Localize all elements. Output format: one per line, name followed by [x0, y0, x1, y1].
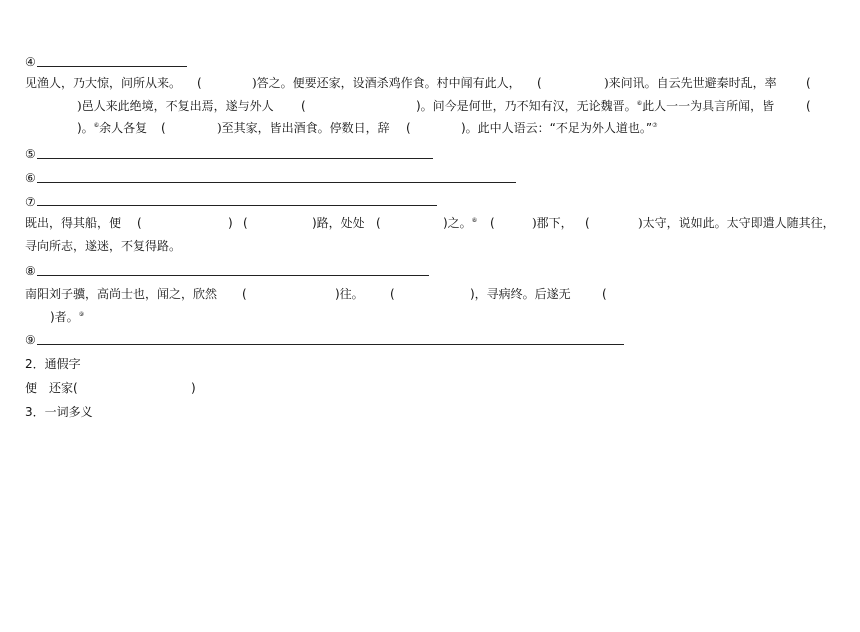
passage-line-1-text-e: )来问讯。自云先世避秦时乱，率 [604, 76, 777, 90]
passage-line-3-text-a: )。⑥余人各复 [77, 121, 148, 135]
answer-line-4[interactable] [37, 66, 187, 67]
blank-open-paren: ( [301, 99, 306, 113]
blank-open-paren: ( [161, 121, 166, 135]
blank-close-paren: ) [191, 381, 196, 395]
passage-line-4-text-g: )之。⑧ [443, 216, 478, 230]
question-number-8: ⑧ [25, 264, 36, 278]
answer-line-6[interactable] [37, 182, 516, 183]
passage-line-3-text-d: )至其家，皆出酒食。停数日，辞 [217, 121, 390, 135]
blank-open-paren: ( [806, 76, 811, 90]
passage-line-6-text-a: 南阳刘子骥，高尚士也，闻之，欣然 [25, 287, 218, 301]
footnote-marker: ⑨ [78, 311, 85, 318]
blank-open-paren: ( [406, 121, 411, 135]
tongjiazi-item: 便 还家( [25, 381, 78, 395]
question-number-5: ⑤ [25, 147, 36, 161]
footnote-marker: ⑥ [636, 100, 643, 107]
footnote-marker: ⑦ [652, 122, 658, 129]
blank-open-paren: ( [390, 287, 395, 301]
question-number-9: ⑨ [25, 333, 36, 347]
footnote-marker: ⑥ [93, 122, 100, 129]
passage-line-2-text-c: )。问今是何世，乃不知有汉，无论魏晋。⑥此人一一为具言所闻，皆 [416, 99, 775, 113]
footnote-marker: ⑧ [471, 217, 478, 224]
blank-close-paren: ) [228, 216, 233, 230]
passage-line-6-text-e: )，寻病终。后遂无 [470, 287, 571, 301]
blank-open-paren: ( [585, 216, 590, 230]
passage-line-3-text-f: )。此中人语云：“不足为外人道也。”⑦ [461, 121, 658, 135]
section-2-title: 2．通假字 [25, 357, 81, 371]
passage-line-4-text-a: 既出，得其船，便 [25, 216, 122, 230]
answer-line-9[interactable] [37, 344, 624, 345]
blank-open-paren: ( [243, 216, 248, 230]
question-number-6: ⑥ [25, 171, 36, 185]
passage-line-6-text-c: )往。 [335, 287, 364, 301]
passage-line-1-text-a: 见渔人，乃大惊，问所从来。 [25, 76, 182, 90]
blank-open-paren: ( [490, 216, 495, 230]
passage-line-2-text-a: )邑人来此绝境，不复出焉，遂与外人 [77, 99, 274, 113]
blank-open-paren: ( [537, 76, 542, 90]
passage-line-7-text: )者。⑨ [50, 310, 85, 324]
passage-line-5-text: 寻向所志，遂迷，不复得路。 [25, 239, 182, 253]
question-number-4: ④ [25, 55, 36, 69]
question-number-7: ⑦ [25, 195, 36, 209]
answer-line-5[interactable] [37, 158, 433, 159]
passage-line-4-text-k: )太守，说如此。太守即遣人随其往， [638, 216, 835, 230]
passage-line-4-text-i: )郡下， [532, 216, 573, 230]
answer-line-8[interactable] [37, 275, 429, 276]
blank-open-paren: ( [602, 287, 607, 301]
passage-line-1-text-c: )答之。便要还家，设酒杀鸡作食。村中闻有此人， [252, 76, 521, 90]
blank-open-paren: ( [376, 216, 381, 230]
blank-open-paren: ( [137, 216, 142, 230]
passage-line-4-text-e: )路，处处 [312, 216, 365, 230]
blank-open-paren: ( [242, 287, 247, 301]
section-3-title: 3．一词多义 [25, 405, 93, 419]
answer-line-7[interactable] [37, 205, 437, 206]
blank-open-paren: ( [806, 99, 811, 113]
blank-open-paren: ( [197, 76, 202, 90]
